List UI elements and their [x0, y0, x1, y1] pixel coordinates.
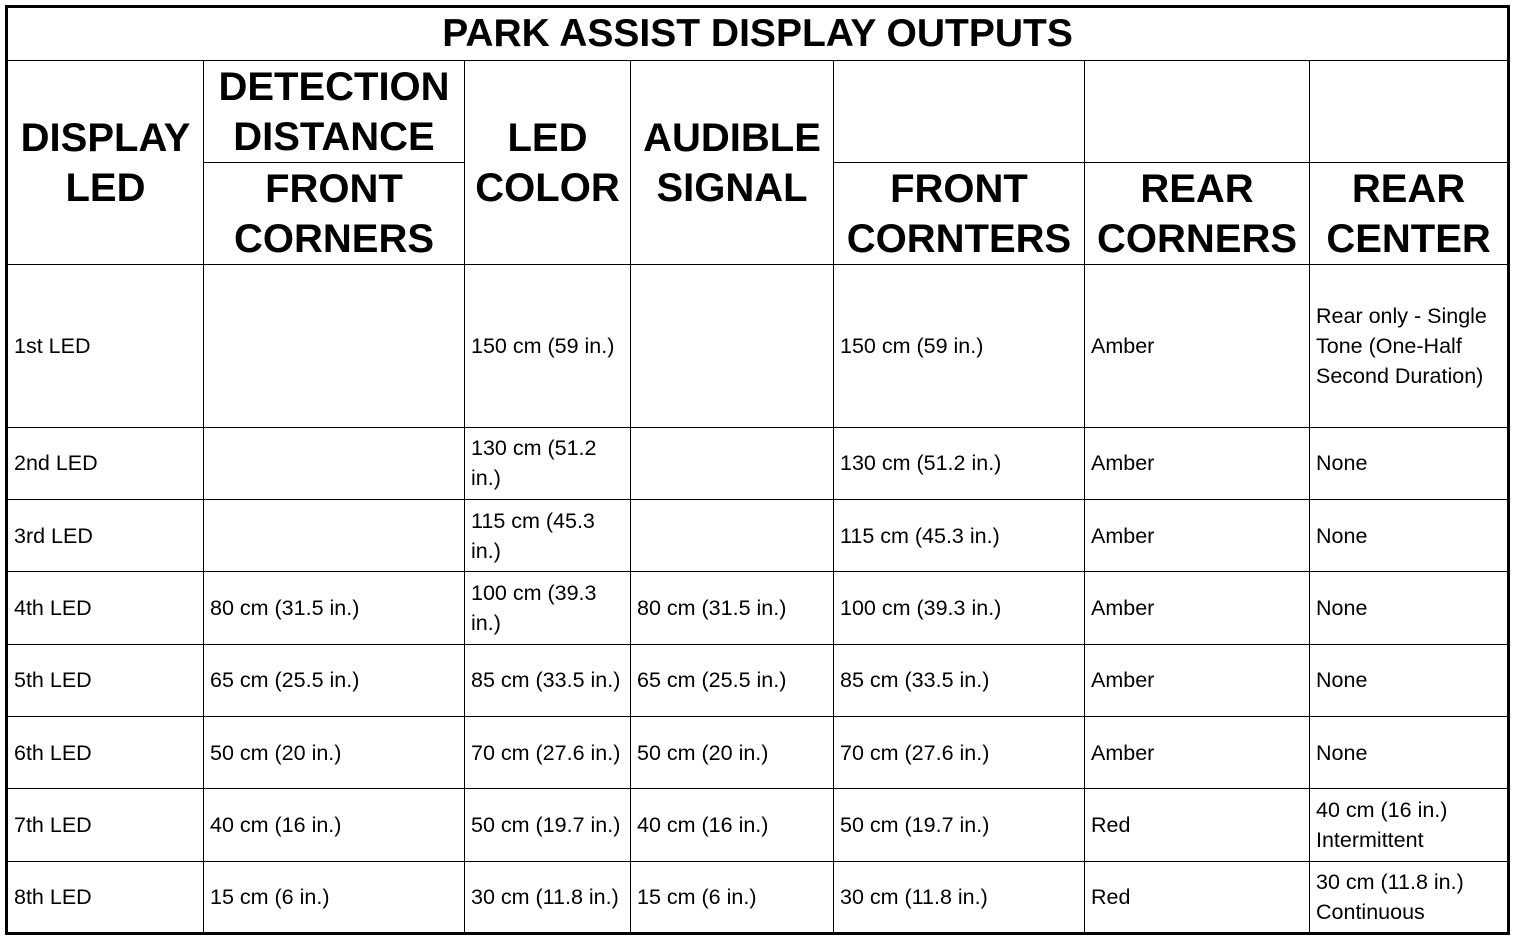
- cell-front-cornters: 150 cm (59 in.): [834, 265, 1085, 428]
- cell-front-corners: 40 cm (16 in.): [204, 789, 465, 861]
- cell-rear-corners: Amber: [1085, 572, 1310, 644]
- header-front-corners-line1: FRONT: [265, 167, 403, 211]
- header-rear-center-line1: REAR: [1351, 167, 1466, 211]
- header-led-color: [465, 61, 631, 265]
- cell-display-led: 4th LED: [7, 572, 204, 644]
- cell-led-color: 100 cm (39.3 in.): [465, 572, 631, 644]
- cell-rear-center: None: [1310, 644, 1509, 716]
- header-empty-cell: [834, 61, 1085, 163]
- cell-rear-corners: Amber: [1085, 427, 1310, 499]
- cell-front-corners: 80 cm (31.5 in.): [204, 572, 465, 644]
- header-empty-cell: [1310, 61, 1509, 163]
- cell-display-led: 3rd LED: [7, 500, 204, 572]
- cell-front-corners: [204, 500, 465, 572]
- cell-rear-center: None: [1310, 716, 1509, 788]
- header-rear-corners: [1085, 163, 1310, 265]
- table-row: [7, 716, 1509, 788]
- header-front-corners-line2: CORNERS: [233, 217, 435, 261]
- header-display-led-line1: DISPLAY: [20, 115, 191, 160]
- table-row: [7, 789, 1509, 861]
- cell-rear-corners: Amber: [1085, 716, 1310, 788]
- cell-front-corners: 15 cm (6 in.): [204, 861, 465, 933]
- cell-display-led: 7th LED: [7, 789, 204, 861]
- cell-front-cornters: 85 cm (33.5 in.): [834, 644, 1085, 716]
- table-title: PARK ASSIST DISPLAY OUTPUTS: [7, 7, 1509, 61]
- cell-rear-corners: Amber: [1085, 644, 1310, 716]
- cell-led-color: 115 cm (45.3 in.): [465, 500, 631, 572]
- cell-audible-signal: 80 cm (31.5 in.): [631, 572, 834, 644]
- cell-rear-corners: Amber: [1085, 265, 1310, 428]
- cell-front-cornters: 30 cm (11.8 in.): [834, 861, 1085, 933]
- cell-led-color: 70 cm (27.6 in.): [465, 716, 631, 788]
- cell-front-cornters: 70 cm (27.6 in.): [834, 716, 1085, 788]
- header-front-cornters-line2: CORNTERS: [846, 217, 1072, 261]
- header-rear-corners-line2: CORNERS: [1096, 217, 1298, 261]
- table-row: [7, 427, 1509, 499]
- header-front-cornters-line1: FRONT: [890, 167, 1028, 211]
- cell-audible-signal: [631, 265, 834, 428]
- cell-display-led: 2nd LED: [7, 427, 204, 499]
- header-led-color-line2: COLOR: [475, 165, 620, 210]
- header-rear-corners-line1: REAR: [1140, 167, 1254, 211]
- header-front-corners: [204, 163, 465, 265]
- cell-led-color: 150 cm (59 in.): [465, 265, 631, 428]
- cell-front-corners: [204, 427, 465, 499]
- header-detection-distance: [204, 61, 465, 163]
- cell-audible-signal: 40 cm (16 in.): [631, 789, 834, 861]
- cell-led-color: 85 cm (33.5 in.): [465, 644, 631, 716]
- cell-audible-signal: 65 cm (25.5 in.): [631, 644, 834, 716]
- cell-rear-center: None: [1310, 500, 1509, 572]
- cell-rear-center: 40 cm (16 in.) Intermittent: [1310, 789, 1509, 861]
- cell-front-cornters: 115 cm (45.3 in.): [834, 500, 1085, 572]
- cell-front-corners: 50 cm (20 in.): [204, 716, 465, 788]
- cell-rear-center: None: [1310, 427, 1509, 499]
- cell-rear-center: None: [1310, 572, 1509, 644]
- table-row: [7, 861, 1509, 933]
- header-front-cornters: [834, 163, 1085, 265]
- cell-rear-center: Rear only - Single Tone (One-Half Second Duration): [1310, 265, 1509, 428]
- cell-rear-corners: Red: [1085, 861, 1310, 933]
- header-display-led-line2: LED: [65, 165, 146, 210]
- table-row: [7, 265, 1509, 428]
- cell-led-color: 130 cm (51.2 in.): [465, 427, 631, 499]
- cell-front-corners: 65 cm (25.5 in.): [204, 644, 465, 716]
- cell-audible-signal: [631, 427, 834, 499]
- header-rear-center-line2: CENTER: [1326, 217, 1491, 261]
- header-audible-signal: [631, 61, 834, 265]
- cell-front-cornters: 130 cm (51.2 in.): [834, 427, 1085, 499]
- cell-front-cornters: 100 cm (39.3 in.): [834, 572, 1085, 644]
- header-detection-distance-line2: DISTANCE: [233, 114, 435, 159]
- header-audible-signal-line1: AUDIBLE: [643, 115, 821, 160]
- cell-display-led: 5th LED: [7, 644, 204, 716]
- cell-rear-center: 30 cm (11.8 in.) Continuous: [1310, 861, 1509, 933]
- cell-front-cornters: 50 cm (19.7 in.): [834, 789, 1085, 861]
- table-row: [7, 644, 1509, 716]
- header-led-color-line1: LED: [507, 115, 588, 160]
- park-assist-table: [5, 5, 1510, 935]
- header-rear-center: [1310, 163, 1509, 265]
- cell-rear-corners: Amber: [1085, 500, 1310, 572]
- cell-display-led: 1st LED: [7, 265, 204, 428]
- cell-rear-corners: Red: [1085, 789, 1310, 861]
- cell-audible-signal: 15 cm (6 in.): [631, 861, 834, 933]
- header-detection-distance-line1: DETECTION: [218, 64, 450, 109]
- header-audible-signal-line2: SIGNAL: [656, 165, 808, 210]
- cell-audible-signal: [631, 500, 834, 572]
- cell-display-led: 6th LED: [7, 716, 204, 788]
- header-empty-cell: [1085, 61, 1310, 163]
- cell-led-color: 50 cm (19.7 in.): [465, 789, 631, 861]
- table-row: [7, 500, 1509, 572]
- table-row: [7, 572, 1509, 644]
- cell-audible-signal: 50 cm (20 in.): [631, 716, 834, 788]
- header-display-led: [7, 61, 204, 265]
- cell-front-corners: [204, 265, 465, 428]
- cell-led-color: 30 cm (11.8 in.): [465, 861, 631, 933]
- cell-display-led: 8th LED: [7, 861, 204, 933]
